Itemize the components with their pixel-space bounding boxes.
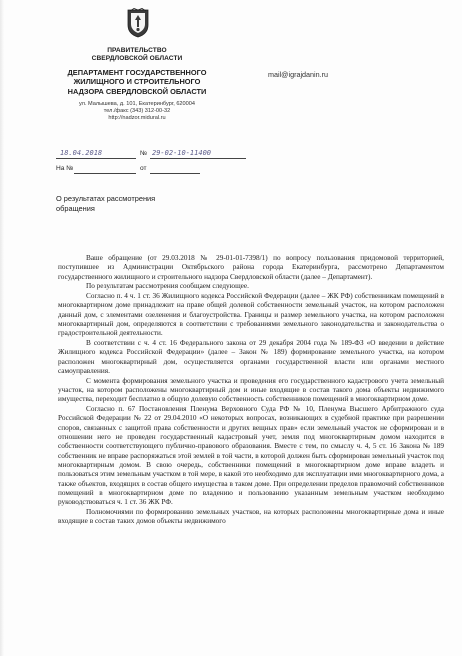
registration-date-row xyxy=(56,150,246,160)
dept-line: НАДЗОРА СВЕРДЛОВСКОЙ ОБЛАСТИ xyxy=(67,87,207,96)
body-paragraph: Полномочиями по формированию земельных участков, на которых расположены многоквартирные дома и иные входящие в состав таких домов объекты недвижимого xyxy=(58,508,444,526)
handwritten-number: 29-02-10-11400 xyxy=(152,149,212,157)
reference-underline xyxy=(74,165,136,174)
body-paragraph: По результатам рассмотрения сообщаем следующее. xyxy=(86,282,249,291)
phone-line: тел./факс (343) 312-00-32 xyxy=(103,107,171,114)
dept-line: ДЕПАРТАМЕНТ ГОСУДАРСТВЕННОГО xyxy=(67,67,207,77)
letter-body xyxy=(58,254,444,527)
number-label: № xyxy=(140,150,148,157)
letterhead xyxy=(32,47,242,122)
body-paragraph: С момента формирования земельного участка и проведения его государственного кадастрового учета земельный участок, на котором расположены многоквартирный дом и иные входящие в состав такого дома объекты недвижимого имущества, переходит бесплатно в общую долевую собственность собственников помещений в многоквартирном доме. xyxy=(58,376,444,404)
department-name xyxy=(32,68,242,97)
reference-label: На № xyxy=(56,165,74,172)
body-paragraph: Согласно п. 67 Постановления Пленума Верховного Суда РФ № 10, Пленума Высшего Арбитражного суда Российской Федерации № 22 от 29.04.2010 «О некоторых вопросах, возникающих в судебной практике при разрешении споров, связанных с защитой права собственности и других вещных прав» если земельный участок не сформирован и в отношении него не проведен государственный кадастровый учет, земля под многоквартирным домом находится в собственности соответствующего публично-правового образования. Вместе с тем, по смыслу ч. 4, 5 ст. 16 Закона № 189 собственник не вправе распоряжаться этой землей в той части, в которой должен быть сформирован земельный участок под многоквартирным домом. В свою очередь, собственники помещений в многоквартирном доме вправе владеть и пользоваться этим земельным участком в той мере, в какой это необходимо для эксплуатации ими многоквартирного дома, а также объектов, входящих в состав общего имущества в таком доме. При определении пределов правомочий собственников помещений в многоквартирном доме по владению и пользованию указанным земельным участком необходимо руководствоваться ч. 1 ст. 36 ЖК РФ. xyxy=(58,404,444,507)
org-line: ПРАВИТЕЛЬСТВО xyxy=(107,47,167,54)
body-paragraph: Ваше обращение (от 29.03.2018 № 29-01-01-7398/1) по вопросу пользования придомовой территорией, поступившее из Администрации Октябрьского района города Екатеринбурга, рассмотрено Департаментом государственного жилищного и строительного надзора Свердловской области (далее – Департамент). xyxy=(58,254,444,281)
website-line: http://nadzor.midural.ru xyxy=(108,115,166,121)
recipient-email: mail@igrajdanin.ru xyxy=(268,70,329,79)
subject-line: обращения xyxy=(56,204,95,213)
reference-date-underline xyxy=(150,165,200,174)
dept-line: ЖИЛИЩНОГО И СТРОИТЕЛЬНОГО xyxy=(73,77,201,87)
reference-from-label: от xyxy=(140,165,147,172)
body-paragraph: В соответствии с ч. 4 ст. 16 Федерального закона от 29 декабря 2004 года № 189-ФЗ «О введении в действие Жилищного кодекса Российской Федерации» (далее – Закон № 189) формирование земельного участка, на котором расположен многоквартирный дом, осуществляется органами государственной власти или органами местного самоуправления. xyxy=(58,338,444,376)
subject-line: О результатах рассмотрения xyxy=(56,194,156,203)
handwritten-date: 18.04.2018 xyxy=(60,149,103,157)
address-line: ул. Малышева, д. 101, Екатеринбург, 620004 xyxy=(79,100,195,107)
reference-row xyxy=(56,165,246,175)
coat-of-arms-icon xyxy=(126,8,150,38)
address-block xyxy=(32,101,242,123)
scan-edge-shadow xyxy=(0,0,4,656)
org-line: СВЕРДЛОВСКОЙ ОБЛАСТИ xyxy=(91,55,183,63)
subject-heading xyxy=(56,194,236,214)
body-paragraph: Согласно п. 4 ч. 1 ст. 36 Жилищного кодекса Российской Федерации (далее – ЖК РФ) собственникам помещений в многоквартирном доме принадлежит на праве общей долевой собственности земельный участок, на котором расположен данный дом, с элементами озеленения и благоустройства. Границы и размер земельного участка, на котором расположен многоквартирный дом, определяются в соответствии с требованиями земельного законодательства и законодательства о градостроительной деятельности. xyxy=(58,291,444,338)
